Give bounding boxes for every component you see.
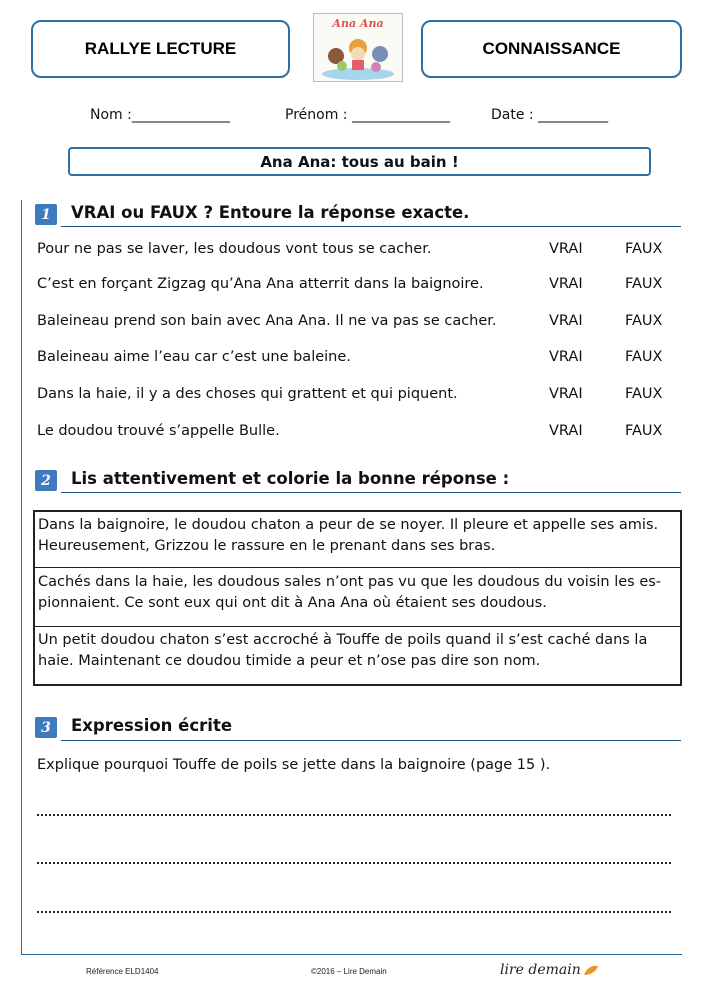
- faux-option-4[interactable]: FAUX: [625, 349, 663, 365]
- prenom-field[interactable]: Prénom : ______________: [285, 107, 450, 123]
- left-margin-rule: [21, 200, 22, 955]
- book-cover-illustration: [314, 14, 402, 81]
- section-2-number-badge: 2: [35, 470, 57, 491]
- section-2-heading: Lis attentivement et colorie la bonne réponse :: [71, 469, 510, 488]
- answer-choice-1[interactable]: Dans la baignoire, le doudou chaton a peur de se noyer. Il pleure et appelle ses amis. Heureusement, Grizzou le rassure en le prenant dans ses bras.: [38, 517, 659, 554]
- statement-2: C’est en forçant Zigzag qu’Ana Ana atterrit dans la baignoire.: [37, 276, 484, 292]
- answer-line-1[interactable]: [37, 814, 671, 816]
- connaissance-box: [421, 20, 682, 78]
- vrai-option-4[interactable]: VRAI: [549, 349, 583, 365]
- vrai-option-3[interactable]: VRAI: [549, 313, 583, 329]
- book-title-box: [68, 147, 651, 176]
- choice-divider: [35, 626, 680, 627]
- faux-option-2[interactable]: FAUX: [625, 276, 663, 292]
- section-3-heading: Expression écrite: [71, 716, 233, 735]
- writing-prompt: Explique pourquoi Touffe de poils se jette dans la baignoire (page 15 ).: [37, 757, 551, 773]
- faux-option-1[interactable]: FAUX: [625, 241, 663, 257]
- rallye-lecture-box: [31, 20, 290, 78]
- bottom-rule: [21, 954, 682, 955]
- reference-code: Référence ELD1404: [86, 967, 159, 976]
- faux-option-6[interactable]: FAUX: [625, 423, 663, 439]
- rallye-lecture-label: RALLYE LECTURE: [84, 39, 237, 58]
- section-2-rule: [61, 492, 681, 493]
- book-cover-image: [313, 13, 403, 82]
- leaf-icon: [583, 964, 599, 976]
- section-1-heading: VRAI ou FAUX ? Entoure la réponse exacte.: [71, 203, 470, 222]
- vrai-option-1[interactable]: VRAI: [549, 241, 583, 257]
- book-title: Ana Ana: tous au bain !: [260, 152, 459, 171]
- statement-3: Baleineau prend son bain avec Ana Ana. Il ne va pas se cacher.: [37, 313, 497, 329]
- vrai-option-6[interactable]: VRAI: [549, 423, 583, 439]
- answer-choice-2[interactable]: Cachés dans la haie, les doudous sales n’ont pas vu que les doudous du voisin les es- pionnaient. Ce sont eux qui ont dit à Ana Ana où étaient ses doudous.: [38, 574, 662, 611]
- statement-1: Pour ne pas se laver, les doudous vont tous se cacher.: [37, 241, 432, 257]
- answer-choices-box: [33, 510, 682, 686]
- nom-field[interactable]: Nom :______________: [90, 107, 230, 123]
- choice-divider: [35, 567, 680, 568]
- answer-line-2[interactable]: [37, 862, 671, 864]
- section-3-rule: [61, 740, 681, 741]
- cover-title: Ana Ana: [332, 17, 384, 30]
- statement-4: Baleineau aime l’eau car c’est une baleine.: [37, 349, 351, 365]
- lire-demain-logo: lire demain: [500, 962, 599, 978]
- faux-option-5[interactable]: FAUX: [625, 386, 663, 402]
- statement-6: Le doudou trouvé s’appelle Bulle.: [37, 423, 280, 439]
- section-1-number-badge: 1: [35, 204, 57, 225]
- answer-choice-3[interactable]: Un petit doudou chaton s’est accroché à Touffe de poils quand il s’est caché dans la haie. Maintenant ce doudou timide a peur et n’ose pas dire son nom.: [38, 632, 648, 669]
- connaissance-label: CONNAISSANCE: [482, 39, 621, 58]
- section-3-number-badge: 3: [35, 717, 57, 738]
- vrai-option-5[interactable]: VRAI: [549, 386, 583, 402]
- section-1-rule: [61, 226, 681, 227]
- answer-line-3[interactable]: [37, 911, 671, 913]
- faux-option-3[interactable]: FAUX: [625, 313, 663, 329]
- copyright: ©2016 – Lire Demain: [311, 967, 387, 976]
- date-field[interactable]: Date : __________: [491, 107, 609, 123]
- vrai-option-2[interactable]: VRAI: [549, 276, 583, 292]
- statement-5: Dans la haie, il y a des choses qui grattent et qui piquent.: [37, 386, 458, 402]
